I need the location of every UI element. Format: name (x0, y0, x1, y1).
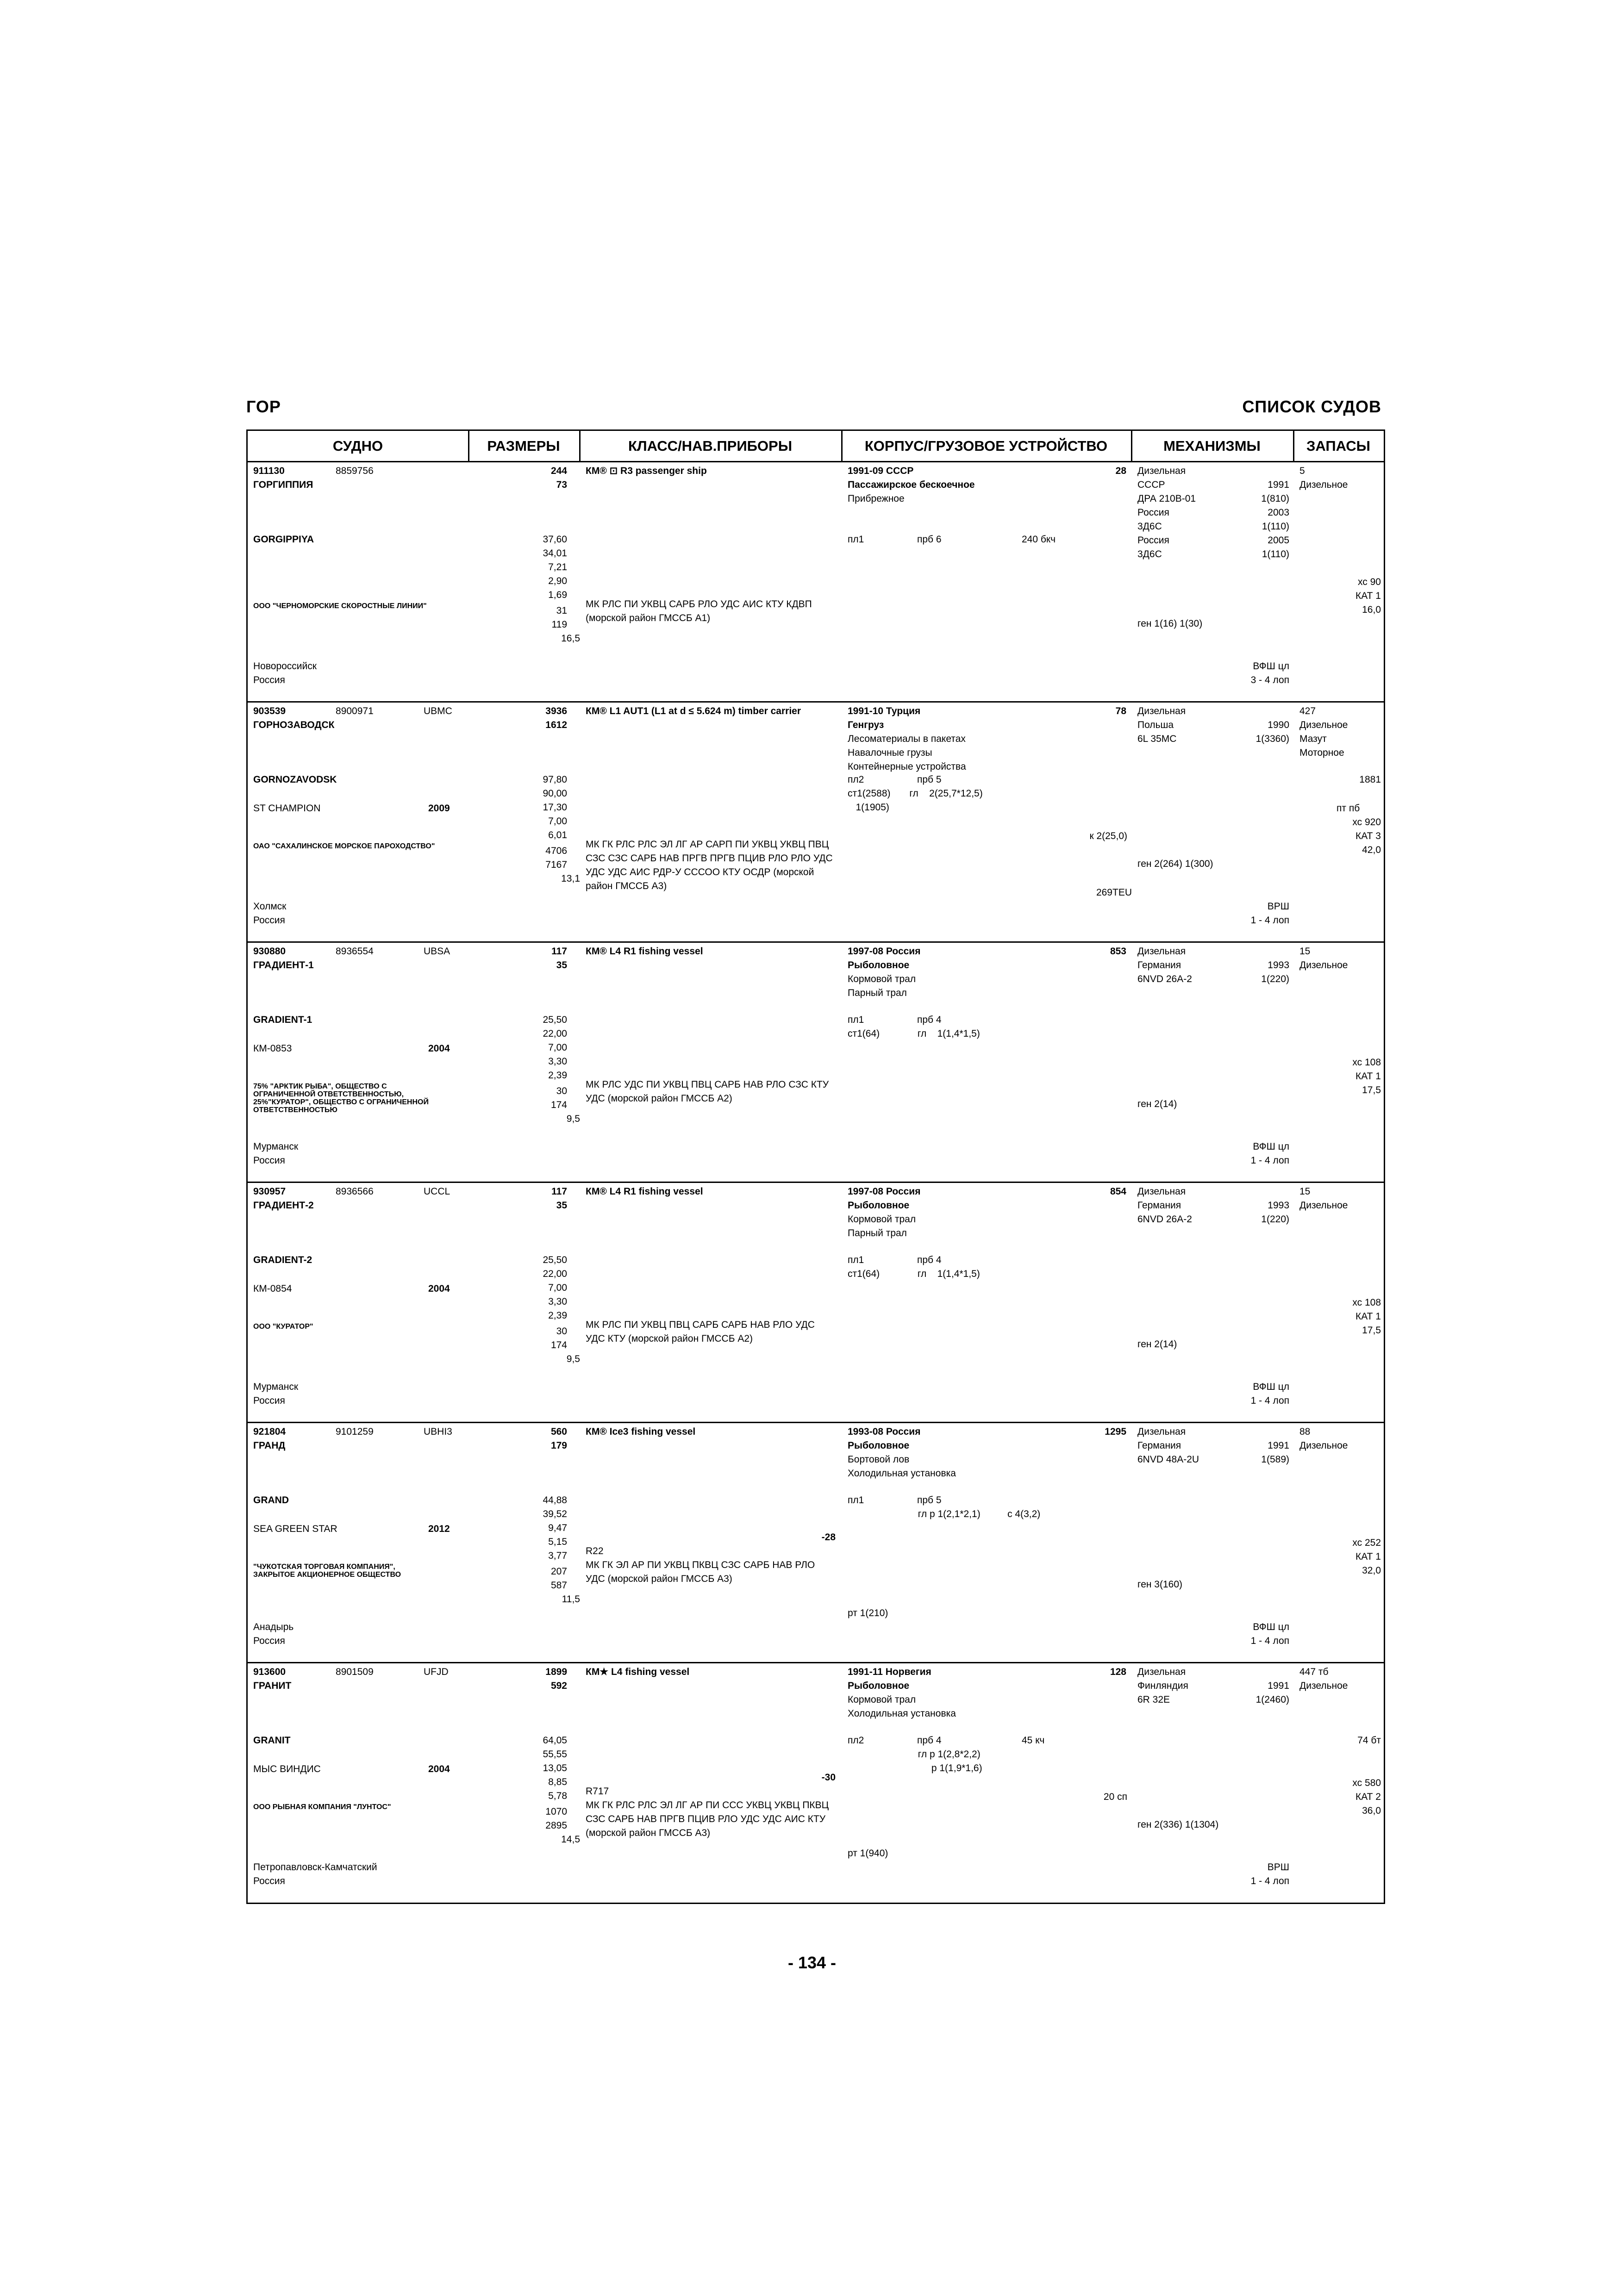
deadweight-value: 2895 (545, 1820, 567, 1831)
cargo-deck: пл1 (848, 1014, 864, 1025)
yard-number: 854 (1110, 1186, 1126, 1197)
page-header-left: ГОР (246, 397, 281, 416)
dimension-value: 44,88 (543, 1495, 567, 1506)
generators: ген 2(14) (1137, 1099, 1177, 1109)
supply-mid: 74 бт (1357, 1735, 1381, 1746)
supply-kat: КАТ 1 (1355, 1071, 1381, 1082)
machinery-line-value: 1991 (1268, 479, 1289, 490)
imo-number: 9101259 (336, 1426, 374, 1437)
supply-top: 5 (1299, 466, 1305, 476)
call-sign: UBHI3 (424, 1426, 452, 1437)
supply-v: 32,0 (1362, 1565, 1381, 1576)
hull-detail-line: Парный трал (848, 1228, 907, 1238)
machinery-line-label: 6R 32E (1137, 1694, 1170, 1705)
engine-type: Дизельная (1137, 1667, 1186, 1677)
class-notation: КМ® L4 R1 fishing vessel (586, 946, 703, 957)
cargo-holds: прб 5 (917, 774, 942, 785)
nav-equipment: МК ГК РЛС РЛС ЭЛ ЛГ АР ПИ ССС УКВЦ УКВЦ ПКВЦ СЗС САРБ НАВ ПРГВ ПЦИВ РЛО УДС УДС АИС КТУ (морской район ГМССБ А3) (586, 1800, 829, 1838)
imo-number: 8900971 (336, 706, 374, 716)
flag: Россия (253, 1876, 285, 1886)
engine-type: Дизельная (1137, 466, 1186, 476)
dimension-value: 7,00 (548, 1282, 567, 1293)
engine-type: Дизельная (1137, 946, 1186, 957)
deadweight-value: 1070 (545, 1806, 567, 1817)
column-header-machinery: МЕХАНИЗМЫ (1131, 431, 1293, 462)
supply-v: 36,0 (1362, 1805, 1381, 1816)
imo-number: 8901509 (336, 1667, 374, 1677)
supply-kat: КАТ 3 (1355, 831, 1381, 841)
gross-tonnage: 117 (551, 946, 567, 957)
cargo-holds: прб 4 (917, 1735, 942, 1746)
hull-detail-line: Кормовой трал (848, 974, 916, 984)
dimension-value: 3,77 (548, 1550, 567, 1561)
dimension-value: 25,50 (543, 1014, 567, 1025)
machinery-line-value: 1991 (1268, 1440, 1289, 1451)
propeller: ВФШ цл (1253, 1622, 1289, 1632)
supply-kat: КАТ 1 (1355, 591, 1381, 601)
imo-number: 8859756 (336, 466, 374, 476)
dimension-value: 22,00 (543, 1028, 567, 1039)
net-tonnage: 73 (556, 479, 567, 490)
dimension-value: 2,90 (548, 576, 567, 586)
build-info: 1997-08 Россия (848, 1186, 921, 1197)
column-header-ship: СУДНО (248, 431, 468, 462)
engine-type: Дизельная (1137, 1186, 1186, 1197)
net-tonnage: 179 (550, 1440, 567, 1451)
dimension-value: 3,30 (548, 1056, 567, 1067)
flag: Россия (253, 1636, 285, 1646)
dimension-value: 90,00 (543, 788, 567, 799)
propeller: ВФШ цл (1253, 1381, 1289, 1392)
machinery-line-value: 2003 (1268, 507, 1289, 518)
nav-equipment: МК ГК ЭЛ АР ПИ УКВЦ ПКВЦ СЗС САРБ НАВ РЛО УДС (морской район ГМССБ А3) (586, 1560, 815, 1584)
ship-record (248, 703, 1384, 943)
dimension-value: 9,47 (548, 1523, 567, 1533)
generators: ген 3(160) (1137, 1579, 1183, 1590)
deadweight-value: 14,5 (561, 1834, 580, 1845)
net-tonnage: 592 (550, 1680, 567, 1691)
deadweight-value: 11,5 (562, 1594, 580, 1605)
owner: 75% "АРКТИК РЫБА", ОБЩЕСТВО С ОГРАНИЧЕННОЙ ОТВЕТСТВЕННОСТЬЮ, 25%"КУРАТОР", ОБЩЕСТВО С ОГРАНИЧЕННОЙ ОТВЕТСТВЕННОСТЬЮ (253, 1083, 429, 1114)
supply-xs: хс 920 (1352, 817, 1381, 828)
yard-number: 28 (1115, 466, 1126, 476)
tank: рт 1(210) (848, 1608, 888, 1618)
supply-top: 15 (1299, 1186, 1311, 1197)
deadweight-value: 174 (550, 1340, 567, 1350)
hull-detail-line: Кормовой трал (848, 1214, 916, 1225)
generators: ген 2(14) (1137, 1339, 1177, 1350)
ship-name-en: GRADIENT-1 (253, 1014, 312, 1025)
propeller: ВРШ (1267, 1862, 1289, 1873)
machinery-line-value: 2005 (1268, 535, 1289, 546)
propeller: ВФШ цл (1253, 661, 1289, 672)
r-number: -30 (821, 1772, 836, 1783)
build-info: 1993-08 Россия (848, 1426, 921, 1437)
home-port: Петропавловск-Камчатский (253, 1862, 377, 1873)
former-name-year: 2004 (428, 1764, 450, 1774)
registry-number: 930957 (253, 1186, 286, 1197)
dimension-value: 13,05 (543, 1763, 567, 1773)
ship-record (248, 943, 1384, 1183)
supply-top: 447 тб (1299, 1667, 1329, 1677)
gross-tonnage: 560 (550, 1426, 567, 1437)
cargo-holds: прб 6 (917, 534, 942, 545)
class-notation: КМ® ⊡ R3 passenger ship (586, 466, 707, 476)
cargo-sub-line: 1(1905) (848, 802, 889, 813)
supply-fuel: Дизельное (1299, 720, 1348, 730)
home-port: Холмск (253, 901, 287, 912)
owner: "ЧУКОТСКАЯ ТОРГОВАЯ КОМПАНИЯ", ЗАКРЫТОЕ АКЦИОНЕРНОЕ ОБЩЕСТВО (253, 1563, 401, 1579)
machinery-line-label: Россия (1137, 535, 1169, 546)
owner: ООО РЫБНАЯ КОМПАНИЯ "ЛУНТОС" (253, 1803, 391, 1811)
engine-type: Дизельная (1137, 706, 1186, 716)
cargo-holds: прб 5 (917, 1495, 942, 1506)
imo-number: 8936566 (336, 1186, 374, 1197)
propeller: ВФШ цл (1253, 1141, 1289, 1152)
cargo-holds: прб 4 (917, 1255, 942, 1265)
owner: ООО "ЧЕРНОМОРСКИЕ СКОРОСТНЫЕ ЛИНИИ" (253, 602, 427, 610)
ship-name-en: GRAND (253, 1495, 289, 1506)
cargo-sub-line: ст1(2588) гл 2(25,7*12,5) (848, 788, 983, 799)
ship-name-ru: ГРАДИЕНТ-2 (253, 1200, 314, 1211)
propeller-blades: 1 - 4 лоп (1250, 1876, 1289, 1886)
registry-number: 913600 (253, 1667, 286, 1677)
machinery-line-value: 1(220) (1261, 974, 1289, 984)
dimension-value: 3,30 (548, 1296, 567, 1307)
call-sign: UBSA (424, 946, 450, 957)
owner: ООО "КУРАТОР" (253, 1323, 313, 1331)
dimension-value: 7,21 (548, 562, 567, 572)
supply-xs: хс 90 (1358, 577, 1381, 587)
ship-name-ru: ГРАДИЕНТ-1 (253, 960, 314, 971)
ship-name-ru: ГРАНД (253, 1440, 286, 1451)
hull-detail-line: Лесоматериалы в пакетах (848, 734, 966, 744)
ship-record (248, 1663, 1384, 1904)
imo-number: 8936554 (336, 946, 374, 957)
machinery-line-label: Германия (1137, 960, 1181, 971)
supply-mid2: пт пб (1337, 803, 1360, 814)
cargo-sub-line: ст1(64) гл 1(1,4*1,5) (848, 1028, 980, 1039)
machinery-line-label: СССР (1137, 479, 1165, 490)
hull-detail-line: Холодильная установка (848, 1468, 956, 1479)
hull-detail-line: Бортовой лов (848, 1454, 910, 1465)
ship-type: Рыболовное (848, 1200, 910, 1211)
machinery-line-label: 6NVD 48A-2U (1137, 1454, 1199, 1465)
build-info: 1997-08 Россия (848, 946, 921, 957)
supply-v: 17,5 (1362, 1325, 1381, 1336)
registry-number: 921804 (253, 1426, 286, 1437)
ship-record (248, 1423, 1384, 1663)
yard-number: 853 (1110, 946, 1126, 957)
former-name: ST CHAMPION (253, 803, 321, 814)
supply-xs: хс 580 (1352, 1778, 1381, 1788)
deadweight-value: 7167 (545, 859, 567, 870)
deadweight-value: 9,5 (566, 1354, 580, 1364)
class-notation: КМ® L4 R1 fishing vessel (586, 1186, 703, 1197)
registry-number: 911130 (253, 466, 285, 476)
dimension-value: 8,85 (548, 1777, 567, 1787)
dimension-value: 39,52 (543, 1509, 567, 1519)
hull-detail-line: Прибрежное (848, 493, 905, 504)
build-info: 1991-09 СССР (848, 466, 914, 476)
cargo-deck: пл1 (848, 1495, 864, 1506)
gross-tonnage: 117 (551, 1186, 567, 1197)
supply-top: 88 (1299, 1426, 1311, 1437)
deadweight-value: 119 (551, 619, 567, 630)
supply-xs: хс 108 (1352, 1297, 1381, 1308)
cargo-sub-line: гл р 1(2,8*2,2) (848, 1749, 981, 1760)
hull-detail-line: Парный трал (848, 988, 907, 998)
home-port: Анадырь (253, 1622, 294, 1632)
flag: Россия (253, 1395, 285, 1406)
dimension-value: 55,55 (543, 1749, 567, 1760)
hull-detail-line: Контейнерные устройства (848, 761, 966, 772)
deadweight-value: 30 (556, 1086, 567, 1096)
ship-name-en: GORNOZAVODSK (253, 774, 337, 785)
ship-type: Рыболовное (848, 1440, 910, 1451)
call-sign: UCCL (424, 1186, 450, 1197)
supply-mid: 1881 (1359, 774, 1381, 785)
nav-equipment: МК ГК РЛС РЛС ЭЛ ЛГ АР САРП ПИ УКВЦ УКВЦ ПВЦ СЗС СЗС САРБ НАВ ПРГВ ПРГВ ПЦИВ РЛО РЛО УДС УДС УДС АИС РДР-У СССОО КТУ ОСДР (морской район ГМССБ А3) (586, 839, 833, 891)
supply-extra-line: Мазут (1299, 734, 1327, 744)
nav-equipment: МК РЛС ПИ УКВЦ ПВЦ САРБ САРБ НАВ РЛО УДС УДС КТУ (морской район ГМССБ А2) (586, 1319, 815, 1344)
machinery-line-value: 1(3360) (1255, 734, 1289, 744)
machinery-line-label: Россия (1137, 507, 1169, 518)
ship-name-en: GORGIPPIYA (253, 534, 314, 545)
machinery-line-value: 1993 (1268, 1200, 1289, 1211)
net-tonnage: 1612 (545, 720, 567, 730)
ship-name-ru: ГОРГИППИЯ (253, 479, 313, 490)
dimension-value: 2,39 (548, 1070, 567, 1081)
former-name-year: 2012 (428, 1524, 450, 1534)
supply-fuel: Дизельное (1299, 1200, 1348, 1211)
tank: рт 1(940) (848, 1848, 888, 1859)
machinery-line-label: Германия (1137, 1200, 1181, 1211)
dimension-value: 37,60 (543, 534, 567, 545)
ship-name-ru: ГРАНИТ (253, 1680, 292, 1691)
cargo-deck: пл2 (848, 1735, 864, 1746)
ship-type: Рыболовное (848, 960, 910, 971)
deadweight-value: 4706 (545, 846, 567, 856)
column-header-dimensions: РАЗМЕРЫ (468, 431, 579, 462)
former-name: МЫС ВИНДИС (253, 1764, 321, 1774)
dimension-value: 1,69 (548, 590, 567, 600)
hull-detail-line: Кормовой трал (848, 1694, 916, 1705)
supply-fuel: Дизельное (1299, 960, 1348, 971)
former-name: КМ-0853 (253, 1043, 292, 1054)
supply-kat: КАТ 1 (1355, 1551, 1381, 1562)
deadweight-value: 174 (550, 1100, 567, 1110)
machinery-line-label: Германия (1137, 1440, 1181, 1451)
cargo-deck: пл1 (848, 534, 864, 545)
yard-number: 1295 (1105, 1426, 1126, 1437)
page-header-right: СПИСОК СУДОВ (1242, 397, 1381, 416)
machinery-line-value: 1(110) (1262, 549, 1289, 560)
supply-top: 15 (1299, 946, 1311, 957)
cargo-capacity: 45 кч (1022, 1735, 1045, 1746)
deadweight-value: 9,5 (566, 1114, 580, 1124)
machinery-line-label: Финляндия (1137, 1680, 1188, 1691)
dimension-value: 6,01 (548, 830, 567, 840)
home-port: Мурманск (253, 1141, 299, 1152)
machinery-line-value: 1991 (1268, 1680, 1289, 1691)
propeller-blades: 1 - 4 лоп (1250, 915, 1289, 926)
machinery-line-value: 1990 (1268, 720, 1289, 730)
supply-xs: хс 252 (1352, 1537, 1381, 1548)
yard-number: 128 (1110, 1667, 1126, 1677)
machinery-line-label: 6L 35MC (1137, 734, 1177, 744)
machinery-line-value: 1993 (1268, 960, 1289, 971)
supply-top: 427 (1299, 706, 1316, 716)
cargo-sub-line: гл р 1(2,1*2,1) с 4(3,2) (848, 1509, 1041, 1519)
deadweight-value: 16,5 (561, 633, 580, 644)
cargo-holds: прб 4 (917, 1014, 942, 1025)
yard-number: 78 (1115, 706, 1126, 716)
cargo-sub-line: р 1(1,9*1,6) (848, 1763, 982, 1773)
ship-name-ru: ГОРНОЗАВОДСК (253, 720, 335, 730)
ship-type: Генгруз (848, 720, 884, 730)
net-tonnage: 35 (556, 1200, 567, 1211)
propeller-blades: 1 - 4 лоп (1250, 1395, 1289, 1406)
call-sign: UBMC (424, 706, 452, 716)
deadweight-value: 587 (550, 1580, 567, 1591)
gross-tonnage: 3936 (545, 706, 567, 716)
r-number: -28 (821, 1532, 836, 1543)
flag: Россия (253, 915, 285, 926)
ship-record (248, 1183, 1384, 1423)
engine-type: Дизельная (1137, 1426, 1186, 1437)
former-name-year: 2004 (428, 1283, 450, 1294)
cargo-deck: пл2 (848, 774, 864, 785)
supply-fuel: Дизельное (1299, 1440, 1348, 1451)
propeller: ВРШ (1267, 901, 1289, 912)
hull-detail-line: Навалочные грузы (848, 747, 932, 758)
build-info: 1991-10 Турция (848, 706, 921, 716)
machinery-line-label: 6NVD 26A-2 (1137, 974, 1192, 984)
gross-tonnage: 1899 (545, 1667, 567, 1677)
class-notation: КМ® Ice3 fishing vessel (586, 1426, 696, 1437)
deadweight-value: 30 (556, 1326, 567, 1337)
ship-name-en: GRADIENT-2 (253, 1255, 312, 1265)
deadweight-value: 31 (556, 605, 567, 616)
former-name-year: 2004 (428, 1043, 450, 1054)
teu-capacity: 269TEU (1096, 887, 1132, 898)
registry-number: 930880 (253, 946, 286, 957)
generators: ген 1(16) 1(30) (1137, 618, 1203, 629)
machinery-line-label: Польша (1137, 720, 1174, 730)
supply-kat: КАТ 2 (1355, 1792, 1381, 1802)
former-name-year: 2009 (428, 803, 450, 814)
column-header-hull: КОРПУС/ГРУЗОВОЕ УСТРОЙСТВО (841, 431, 1131, 462)
home-port: Новороссийск (253, 661, 317, 672)
supply-v: 42,0 (1362, 845, 1381, 855)
former-name: SEA GREEN STAR (253, 1524, 337, 1534)
cargo-sub-line: ст1(64) гл 1(1,4*1,5) (848, 1269, 980, 1279)
class-notation: КМ® L1 AUT1 (L1 at d ≤ 5.624 m) timber carrier (586, 706, 801, 716)
supply-fuel: Дизельное (1299, 1680, 1348, 1691)
net-tonnage: 35 (556, 960, 567, 971)
dimension-value: 17,30 (543, 802, 567, 813)
home-port: Мурманск (253, 1381, 299, 1392)
nav-equipment: МК РЛС УДС ПИ УКВЦ ПВЦ САРБ НАВ РЛО СЗС КТУ УДС (морской район ГМССБ А2) (586, 1079, 829, 1104)
class-notation: КМ★ L4 fishing vessel (586, 1667, 690, 1677)
r-code: R22 (586, 1546, 604, 1556)
ship-type: Рыболовное (848, 1680, 910, 1691)
gross-tonnage: 244 (550, 466, 567, 476)
supply-xs: хс 108 (1352, 1057, 1381, 1068)
machinery-line-label: 3Д6С (1137, 521, 1162, 532)
page-number: - 134 - (787, 1953, 837, 1972)
supply-v: 17,5 (1362, 1085, 1381, 1095)
machinery-line-label: ДРА 210В-01 (1137, 493, 1196, 504)
nav-equipment: МК РЛС ПИ УКВЦ САРБ РЛО УДС АИС КТУ КДВП (морской район ГМССБ А1) (586, 599, 812, 623)
deadweight-value: 207 (550, 1566, 567, 1577)
dimension-value: 5,15 (548, 1537, 567, 1547)
dimension-value: 7,00 (548, 816, 567, 827)
machinery-line-value: 1(810) (1261, 493, 1289, 504)
ship-type: Пассажирское бескоечное (848, 479, 975, 490)
generators: ген 2(336) 1(1304) (1137, 1819, 1219, 1830)
machinery-line-value: 1(220) (1261, 1214, 1289, 1225)
supply-extra-line: Моторное (1299, 747, 1344, 758)
dimension-value: 7,00 (548, 1042, 567, 1053)
supply-kat: КАТ 1 (1355, 1311, 1381, 1322)
machinery-line-label: 3Д6С (1137, 549, 1162, 560)
supply-fuel: Дизельное (1299, 479, 1348, 490)
r-code: R717 (586, 1786, 609, 1797)
cargo-right: к 2(25,0) (1089, 831, 1127, 841)
flag: Россия (253, 675, 285, 685)
machinery-line-value: 1(2460) (1255, 1694, 1289, 1705)
cargo-capacity: 240 бкч (1022, 534, 1056, 545)
machinery-line-label: 6NVD 26A-2 (1137, 1214, 1192, 1225)
dimension-value: 97,80 (543, 774, 567, 785)
ship-name-en: GRANIT (253, 1735, 291, 1746)
propeller-blades: 1 - 4 лоп (1250, 1636, 1289, 1646)
generators: ген 2(264) 1(300) (1137, 859, 1213, 869)
registry-number: 903539 (253, 706, 286, 716)
dimension-value: 22,00 (543, 1269, 567, 1279)
propeller-blades: 1 - 4 лоп (1250, 1155, 1289, 1166)
deadweight-value: 13,1 (561, 873, 580, 884)
dimension-value: 2,39 (548, 1310, 567, 1321)
cargo-right: 20 сп (1103, 1792, 1127, 1802)
hull-detail-line: Холодильная установка (848, 1708, 956, 1719)
dimension-value: 34,01 (543, 548, 567, 559)
machinery-line-value: 1(589) (1261, 1454, 1289, 1465)
column-header-supplies: ЗАПАСЫ (1293, 431, 1384, 462)
dimension-value: 64,05 (543, 1735, 567, 1746)
former-name: КМ-0854 (253, 1283, 292, 1294)
dimension-value: 25,50 (543, 1255, 567, 1265)
ship-record (248, 462, 1384, 703)
dimension-value: 5,78 (548, 1791, 567, 1801)
machinery-line-value: 1(110) (1262, 521, 1289, 532)
build-info: 1991-11 Норвегия (848, 1667, 931, 1677)
column-header-class: КЛАСС/НАВ.ПРИБОРЫ (579, 431, 841, 462)
call-sign: UFJD (424, 1667, 449, 1677)
cargo-deck: пл1 (848, 1255, 864, 1265)
owner: ОАО "САХАЛИНСКОЕ МОРСКОЕ ПАРОХОДСТВО" (253, 842, 435, 850)
supply-v: 16,0 (1362, 604, 1381, 615)
propeller-blades: 3 - 4 лоп (1250, 675, 1289, 685)
ship-register-table (246, 429, 1385, 1904)
flag: Россия (253, 1155, 285, 1166)
